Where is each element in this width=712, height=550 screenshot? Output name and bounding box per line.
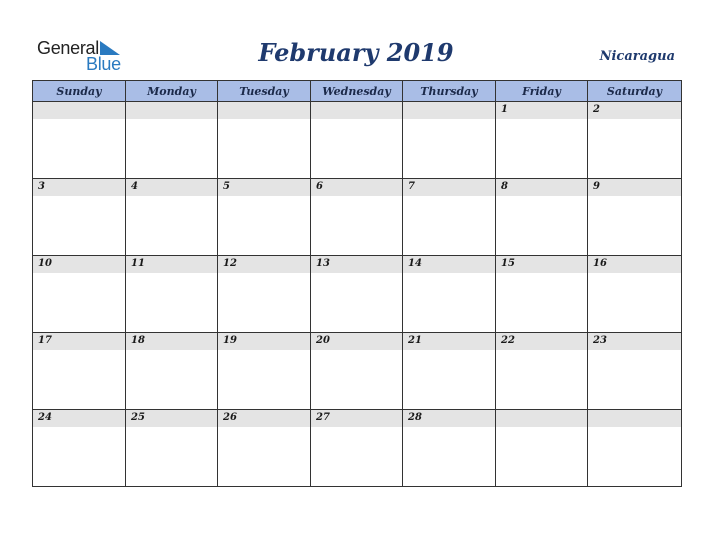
day-number: 6 bbox=[316, 181, 323, 192]
weekday-header: Monday bbox=[126, 81, 218, 102]
day-cell[interactable] bbox=[403, 410, 496, 487]
day-cell[interactable] bbox=[33, 256, 126, 333]
day-cell[interactable] bbox=[126, 179, 218, 256]
day-number: 27 bbox=[316, 412, 330, 423]
logo-general-text: General bbox=[37, 38, 99, 58]
day-number: 25 bbox=[131, 412, 145, 423]
day-cell[interactable] bbox=[126, 410, 218, 487]
day-cell[interactable] bbox=[496, 102, 588, 179]
day-cell[interactable] bbox=[588, 256, 682, 333]
day-cell[interactable] bbox=[311, 102, 403, 179]
day-number: 2 bbox=[593, 104, 600, 115]
day-cell[interactable] bbox=[403, 179, 496, 256]
day-cell[interactable] bbox=[588, 179, 682, 256]
day-number: 5 bbox=[223, 181, 230, 192]
day-number: 9 bbox=[593, 181, 600, 192]
day-cell[interactable] bbox=[218, 256, 311, 333]
day-number: 24 bbox=[38, 412, 52, 423]
calendar-title: February 2019 bbox=[258, 38, 454, 67]
day-number: 4 bbox=[131, 181, 138, 192]
day-number: 14 bbox=[408, 258, 422, 269]
day-cell[interactable] bbox=[218, 410, 311, 487]
weekday-header: Thursday bbox=[403, 81, 496, 102]
day-number: 20 bbox=[316, 335, 330, 346]
day-number: 16 bbox=[593, 258, 607, 269]
day-cell[interactable] bbox=[218, 333, 311, 410]
generalblue-logo bbox=[37, 38, 127, 74]
day-cell[interactable] bbox=[311, 179, 403, 256]
calendar-grid bbox=[32, 80, 682, 487]
day-number: 13 bbox=[316, 258, 330, 269]
weekday-header-row bbox=[33, 81, 682, 102]
weekday-header: Sunday bbox=[33, 81, 126, 102]
day-cell[interactable] bbox=[126, 102, 218, 179]
week-row bbox=[33, 102, 682, 179]
country-label: Nicaragua bbox=[599, 49, 675, 64]
day-cell[interactable] bbox=[496, 410, 588, 487]
day-cell[interactable] bbox=[33, 179, 126, 256]
day-cell[interactable] bbox=[126, 333, 218, 410]
day-cell[interactable] bbox=[33, 410, 126, 487]
day-number: 1 bbox=[501, 104, 508, 115]
day-cell[interactable] bbox=[33, 102, 126, 179]
day-cell[interactable] bbox=[311, 256, 403, 333]
day-number: 7 bbox=[408, 181, 415, 192]
day-number: 22 bbox=[501, 335, 515, 346]
day-cell[interactable] bbox=[126, 256, 218, 333]
logo-blue-text: Blue bbox=[86, 54, 121, 74]
day-number: 8 bbox=[501, 181, 508, 192]
day-number: 23 bbox=[593, 335, 607, 346]
week-row bbox=[33, 410, 682, 487]
weekday-header: Saturday bbox=[588, 81, 682, 102]
day-cell[interactable] bbox=[496, 179, 588, 256]
day-cell[interactable] bbox=[33, 333, 126, 410]
day-cell[interactable] bbox=[403, 333, 496, 410]
weekday-header: Tuesday bbox=[218, 81, 311, 102]
weekday-header: Friday bbox=[496, 81, 588, 102]
day-number: 12 bbox=[223, 258, 237, 269]
day-number: 21 bbox=[408, 335, 422, 346]
day-number: 17 bbox=[38, 335, 52, 346]
day-number: 18 bbox=[131, 335, 145, 346]
day-number: 3 bbox=[38, 181, 45, 192]
day-cell[interactable] bbox=[218, 179, 311, 256]
day-cell[interactable] bbox=[588, 333, 682, 410]
day-cell[interactable] bbox=[403, 256, 496, 333]
day-number: 15 bbox=[501, 258, 515, 269]
day-number: 11 bbox=[131, 258, 145, 269]
day-cell[interactable] bbox=[403, 102, 496, 179]
day-number: 28 bbox=[408, 412, 422, 423]
day-cell[interactable] bbox=[311, 333, 403, 410]
day-cell[interactable] bbox=[588, 102, 682, 179]
week-row bbox=[33, 256, 682, 333]
day-cell[interactable] bbox=[218, 102, 311, 179]
day-cell[interactable] bbox=[496, 333, 588, 410]
week-row bbox=[33, 179, 682, 256]
weekday-header: Wednesday bbox=[311, 81, 403, 102]
day-number: 19 bbox=[223, 335, 237, 346]
day-cell[interactable] bbox=[311, 410, 403, 487]
day-cell[interactable] bbox=[496, 256, 588, 333]
logo-triangle-icon bbox=[100, 41, 120, 55]
day-number: 10 bbox=[38, 258, 52, 269]
day-cell[interactable] bbox=[588, 410, 682, 487]
week-row bbox=[33, 333, 682, 410]
day-number: 26 bbox=[223, 412, 237, 423]
